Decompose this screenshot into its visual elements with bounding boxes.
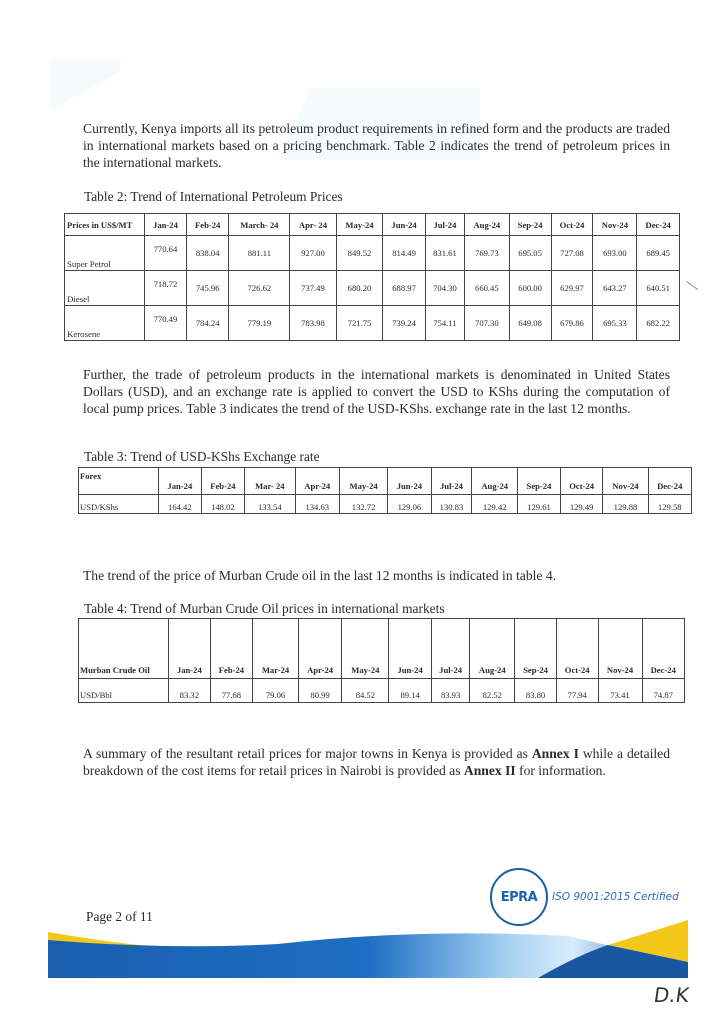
table-cell: 82.52 (470, 679, 515, 703)
table-cell: 164.42 (159, 495, 202, 514)
column-header: Jun-24 (383, 214, 426, 236)
table-cell: 783.98 (290, 306, 336, 341)
table-cell: 679.86 (551, 306, 593, 341)
table-cell: 73.41 (598, 679, 642, 703)
column-header: Apr-24 (298, 619, 341, 679)
table-cell: 84.52 (342, 679, 389, 703)
column-header: Jul-24 (431, 468, 472, 495)
table-cell: 770.64 (145, 236, 187, 271)
column-header: May-24 (340, 468, 388, 495)
table-cell: 704.30 (425, 271, 464, 306)
column-header: Feb-24 (201, 468, 244, 495)
table-cell: 881.11 (229, 236, 290, 271)
column-header: Apr- 24 (290, 214, 336, 236)
table-cell: 148.02 (201, 495, 244, 514)
table-cell: 600.00 (509, 271, 551, 306)
table-cell: 77.68 (210, 679, 252, 703)
table-cell: 132.72 (340, 495, 388, 514)
column-header: Jul-24 (431, 619, 470, 679)
row-label: USD/KShs (79, 495, 159, 514)
handwritten-initials: D.K (652, 983, 691, 1007)
summary-text: for information. (515, 763, 606, 778)
column-header: Sep-24 (509, 214, 551, 236)
column-header: Aug-24 (465, 214, 510, 236)
table-cell: 695.33 (593, 306, 637, 341)
table-cell: 89.14 (389, 679, 431, 703)
scan-mark (680, 281, 698, 299)
summary-paragraph (83, 745, 670, 779)
column-header: Aug-24 (472, 468, 518, 495)
table-row (79, 495, 692, 514)
summary-text: A summary of the resultant retail prices for major towns in Kenya is provided as (83, 746, 532, 761)
column-header: Nov-24 (593, 214, 637, 236)
table-cell: 83.93 (431, 679, 470, 703)
iso-certification: ISO 9001:2015 Certified (552, 891, 679, 903)
table-cell: 693.00 (593, 236, 637, 271)
column-header: May-24 (336, 214, 383, 236)
table-header-row (79, 468, 692, 495)
table-cell: 779.19 (229, 306, 290, 341)
table-cell: 727.08 (551, 236, 593, 271)
table-cell: 129.88 (603, 495, 648, 514)
table-cell: 754.11 (425, 306, 464, 341)
row-label: Kerosene (65, 306, 145, 341)
table-3-caption: Table 3: Trend of USD-KShs Exchange rate (84, 449, 320, 464)
table-row (65, 271, 680, 306)
column-header: Nov-24 (603, 468, 648, 495)
faint-watermark-shape (50, 60, 120, 110)
column-header: Jan-24 (169, 619, 211, 679)
table-cell: 649.08 (509, 306, 551, 341)
row-header-cell: Prices in US$/MT (65, 214, 145, 236)
column-header: Jan-24 (159, 468, 202, 495)
murban-crude-prices-table (78, 618, 685, 703)
column-header: Sep-24 (518, 468, 561, 495)
page-number: Page 2 of 11 (86, 909, 153, 924)
column-header: Mar-24 (253, 619, 299, 679)
table-cell: 838.04 (186, 236, 229, 271)
row-label: USD/Bbl (79, 679, 169, 703)
table-cell: 769.73 (465, 236, 510, 271)
table-cell: 133.54 (245, 495, 295, 514)
table-row (79, 679, 685, 703)
table-cell: 129.61 (518, 495, 561, 514)
table-cell: 745.96 (186, 271, 229, 306)
column-header: Mar- 24 (245, 468, 295, 495)
row-label: Diesel (65, 271, 145, 306)
footer-wave-banner (48, 920, 688, 980)
table-row (65, 236, 680, 271)
column-header: Dec-24 (648, 468, 692, 495)
row-header-cell: Murban Crude Oil (79, 619, 169, 679)
column-header: Dec-24 (642, 619, 685, 679)
column-header: Jan-24 (145, 214, 187, 236)
table-cell: 129.06 (388, 495, 431, 514)
table-cell: 640.51 (637, 271, 680, 306)
column-header: Feb-24 (186, 214, 229, 236)
table-row (65, 306, 680, 341)
table-cell: 80.99 (298, 679, 341, 703)
column-header: Oct-24 (560, 468, 603, 495)
table-cell: 721.75 (336, 306, 383, 341)
column-header: Jul-24 (425, 214, 464, 236)
column-header: Sep-24 (515, 619, 557, 679)
table-cell: 629.97 (551, 271, 593, 306)
column-header: Apr-24 (295, 468, 339, 495)
international-petroleum-prices-table (64, 213, 680, 341)
table-2-caption: Table 2: Trend of International Petroleum Prices (84, 189, 343, 204)
table-header-row (65, 214, 680, 236)
table-cell: 129.49 (560, 495, 603, 514)
table-cell: 83.80 (515, 679, 557, 703)
table-4-caption: Table 4: Trend of Murban Crude Oil prices in international markets (84, 601, 445, 616)
column-header: Nov-24 (598, 619, 642, 679)
table-cell: 707.30 (465, 306, 510, 341)
column-header: Oct-24 (556, 619, 598, 679)
table-cell: 660.45 (465, 271, 510, 306)
exchange-rate-table (78, 467, 692, 514)
table-cell: 814.49 (383, 236, 426, 271)
row-header-cell: Forex (79, 468, 159, 495)
table-cell: 79.06 (253, 679, 299, 703)
table-cell: 739.24 (383, 306, 426, 341)
column-header: Jun-24 (388, 468, 431, 495)
table-cell: 680.20 (336, 271, 383, 306)
intro-paragraph: Currently, Kenya imports all its petroleum product requirements in refined form and the products are traded in international markets based on a pricing benchmark. Table 2 indicates the trend of petroleum prices in the international markets. (83, 121, 670, 170)
annex-1-reference: Annex I (531, 746, 579, 761)
row-label: Super Petrol (65, 236, 145, 271)
column-header: Jun-24 (389, 619, 431, 679)
table-cell: 927.00 (290, 236, 336, 271)
murban-paragraph: The trend of the price of Murban Crude oil in the last 12 months is indicated in table 4. (83, 568, 557, 583)
table-header-row (79, 619, 685, 679)
table-cell: 849.52 (336, 236, 383, 271)
table-cell: 688.97 (383, 271, 426, 306)
column-header: May-24 (342, 619, 389, 679)
column-header: Aug-24 (470, 619, 515, 679)
column-header: Oct-24 (551, 214, 593, 236)
table-cell: 134.63 (295, 495, 339, 514)
column-header: Dec-24 (637, 214, 680, 236)
table-cell: 695.05 (509, 236, 551, 271)
table-cell: 689.45 (637, 236, 680, 271)
table-cell: 130.83 (431, 495, 472, 514)
table-cell: 77.94 (556, 679, 598, 703)
column-header: Feb-24 (210, 619, 252, 679)
exchange-rate-paragraph: Further, the trade of petroleum products in the international markets is denominated in United States Dollars (USD), and an exchange rate is applied to convert the USD to KShs during the computation of local pump prices. Table 3 indicates the trend of the USD-KShs. exchange rate in the last 12 months. (83, 367, 670, 416)
column-header: March- 24 (229, 214, 290, 236)
table-cell: 682.22 (637, 306, 680, 341)
table-cell: 74.87 (642, 679, 685, 703)
table-cell: 770.49 (145, 306, 187, 341)
table-cell: 831.61 (425, 236, 464, 271)
table-cell: 737.49 (290, 271, 336, 306)
table-cell: 643.27 (593, 271, 637, 306)
table-cell: 784.24 (186, 306, 229, 341)
table-cell: 726.62 (229, 271, 290, 306)
annex-2-reference: Annex II (463, 763, 516, 778)
table-cell: 718.72 (145, 271, 187, 306)
summary-text: while a detailed breakdown of the cost items for retail prices in Nairobi is provided as (83, 746, 670, 778)
table-cell: 83.32 (169, 679, 211, 703)
epra-logo-text: EPRA (500, 889, 538, 905)
table-cell: 129.58 (648, 495, 692, 514)
epra-logo (490, 868, 548, 926)
table-cell: 129.42 (472, 495, 518, 514)
